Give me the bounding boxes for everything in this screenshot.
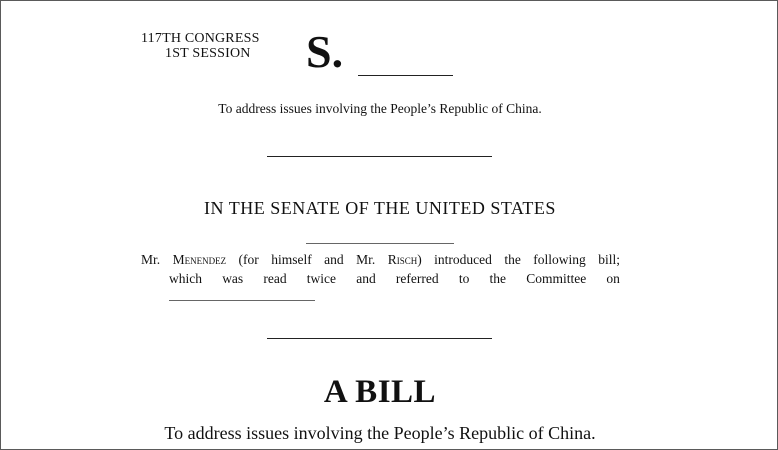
bill-heading: A BILL [323,374,437,410]
introduction-word: Committee [526,271,587,286]
session-label: 1ST SESSION [165,46,251,61]
introduction-line-2 [141,269,620,288]
sponsor-text: (for himself and Mr. [238,252,376,267]
introduction-word: the [489,271,507,286]
introduction-rest: ) introduced the following bill; [417,252,620,267]
bill-number-prefix: S. [306,26,344,77]
introduction-word: to [458,271,470,286]
purpose-statement-top: To address issues involving the People’s Republic of China. [218,101,542,116]
introduction-word: read [263,271,287,286]
introduction-word: referred [395,271,439,286]
introduction-line-1 [141,250,620,269]
bill-number-blank [358,75,453,76]
divider-rule [267,156,492,157]
introduction-word: which [169,271,202,286]
divider-rule [267,338,492,339]
congress-session-block [141,31,260,61]
sponsor-name: Menendez [172,252,227,267]
cosponsor-name: Risch [387,252,418,267]
sponsor-title: Mr. [141,252,161,267]
purpose-statement-bottom: To address issues involving the People’s Republic of China. [164,423,596,443]
chamber-heading: IN THE SENATE OF THE UNITED STATES [204,198,556,218]
date-blank-line [306,243,454,244]
congress-label: 117TH CONGRESS [141,31,260,46]
introduction-word: and [356,271,376,286]
committee-blank-line [169,300,315,301]
introduction-word: was [222,271,244,286]
introduction-paragraph [141,250,620,288]
introduction-word: on [606,271,620,286]
introduction-word: twice [306,271,337,286]
